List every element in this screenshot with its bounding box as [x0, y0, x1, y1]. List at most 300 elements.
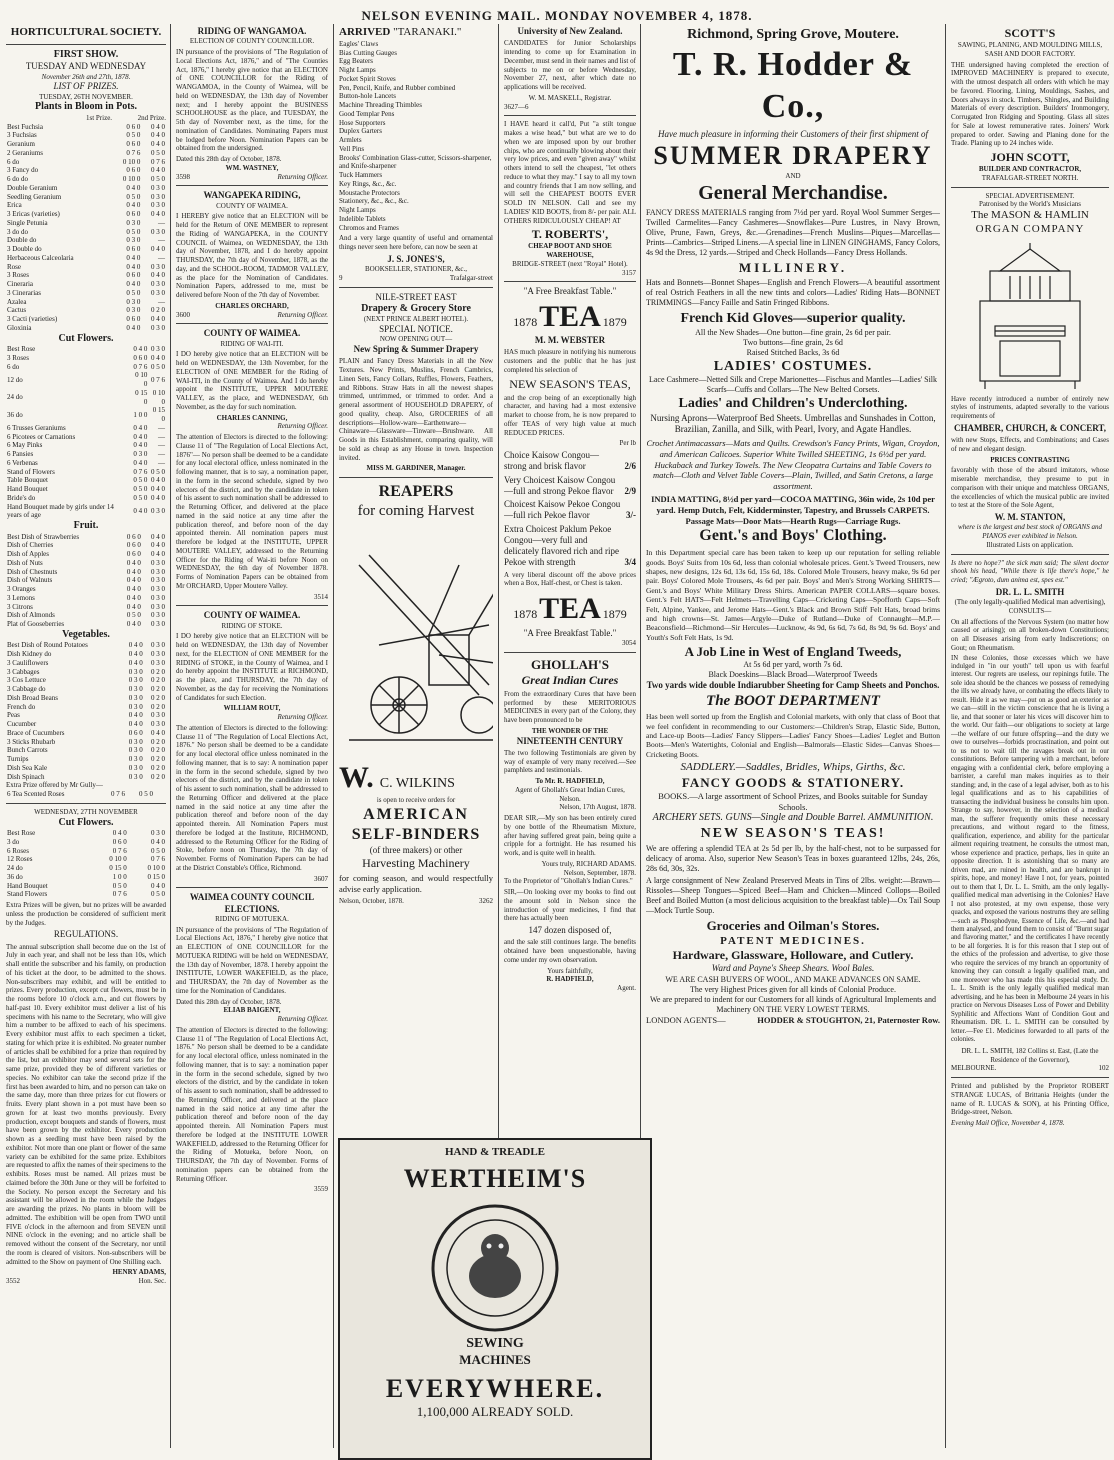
ward-line: Ward and Payne's Sheep Shears. Wool Bales. — [711, 963, 875, 974]
melbourne: MELBOURNE. — [951, 1064, 997, 1073]
prize-amount: 0 2 0 — [151, 702, 165, 711]
binders-heading: SELF-BINDERS — [351, 826, 481, 843]
table-row — [6, 236, 166, 245]
ref-number: 3559 — [314, 1185, 328, 1194]
prize-item: Seedling Geranium — [7, 192, 62, 201]
price-item: Extra Choicest Paklum Pekoe Congou—very full and delicately flavored rich and ripe Pekoe with strength — [504, 523, 619, 568]
table-row — [6, 271, 166, 280]
table-row — [6, 585, 166, 594]
already-sold: 1,100,000 ALREADY SOLD. — [416, 1404, 574, 1419]
divider — [6, 44, 166, 45]
table-row — [6, 764, 166, 773]
prize-amount: 0 6 0 — [126, 122, 141, 131]
table-row — [6, 131, 166, 140]
prize-item: French do — [7, 702, 36, 711]
prize-amount: 0 2 0 — [151, 693, 165, 702]
table-row — [6, 720, 166, 729]
table-row — [6, 263, 166, 272]
new-teas-heading: NEW SEASON'S TEAS, — [509, 376, 631, 391]
wangamoa-date: Dated this 28th day of October, 1878. — [176, 155, 282, 163]
ref-number: 3262 — [479, 896, 493, 905]
divider — [176, 323, 328, 324]
prize-amount: 0 6 0 — [126, 210, 141, 218]
fancy-dress-text: FANCY DRESS MATERIALS ranging from 7½d per yard. Royal Wool Summer Serges—Twilled Carmelites—Fancy Cashmeres—Snowflakes—Pure Lustres, in Navy Brown, Olive, Prune, Fawn, Greys, &c.—Grenadines—French Muslins—Piques—Marcellas—Prints—Cambrics—Striped Linens.—A special line in LINEN GINGHAMS, Fancy Colors, 4s 9d the Dress, 12 yards.—Striped and Check Hollands—Fancy Dress Hollands. — [646, 208, 940, 257]
prize-amount: 0 3 0 — [133, 450, 148, 458]
prize-amount: 0 4 0 — [151, 245, 165, 253]
prize-item: Azalea — [7, 297, 27, 306]
table-row — [6, 219, 166, 228]
general-merchandise: General Merchandise. — [698, 182, 888, 204]
waiiti-text: I DO hereby give notice that an ELECTION will be held on WEDNESDAY, the 13th November, for the ELECTION of ONE MEMBER for the Riding of WAI-ITI, in the County of Waimea. And I do hereby appoint the INSTITUTE, UPPER MOUTERE VALLEY, as the place, and WEDNESDAY, 6th November, as the day for such nomination. — [176, 350, 328, 411]
prize-amount: 0 4 0 — [126, 323, 141, 332]
prize-item: Bunch Carrots — [7, 746, 48, 755]
archery-line: ARCHERY SETS. GUNS—Single and Double Barrel. AMMUNITION. — [652, 812, 934, 824]
letter-two-date: Nelson, September, 1878. — [563, 868, 636, 877]
prize-list-title: LIST OF PRIZES. — [53, 81, 119, 92]
pots-table — [6, 123, 166, 333]
tea-year-right: 1879 — [602, 607, 627, 621]
table-row — [6, 149, 166, 158]
prize-amount: 0 3 0 — [151, 658, 165, 667]
letter-two-to: To the Proprietor of "Ghollah's Indian Cures." — [504, 877, 633, 886]
boot-department: The BOOT DEPARTMENT — [706, 692, 880, 709]
prize-item: Dish Broad Beans — [7, 693, 58, 702]
illustrated-lists: Illustrated Lists on application. — [986, 540, 1074, 549]
american-heading: AMERICAN — [363, 806, 469, 823]
gloves-line-2: Two buttons—fine grain, 2s 6d — [743, 337, 843, 347]
buyers-line: WE ARE CASH BUYERS OF WOOL, AND MAKE ADVANCES ON SAME. — [665, 974, 921, 984]
table-row — [6, 468, 166, 477]
role: Returning Officer. — [277, 713, 328, 721]
wangapeka-subtitle: COUNTY OF WAIMEA. — [216, 201, 288, 210]
table-row — [6, 324, 166, 333]
prize-amount: 0 5 0 — [151, 362, 165, 371]
smith-address: DR. L. L. SMITH, 182 Collins st. East, (Late the Residence of the Governor), — [961, 1046, 1099, 1064]
table-row — [6, 184, 166, 193]
hadfield-signature: R. HADFIELD, — [546, 975, 594, 984]
gents-text: In this Department special care has been taken to keep up our reputation for selling reliable goods. Boys' Suits from 10s 6d, less than colonial wholesale prices. Gent.'s Tweed Trousers, new shapes, new designs, 12s 6d, 13s 6d, 15s 6d, 18s. Colored Mole Trousers, heavy make, 9s 6d per pair. Boys' Colored Mole Trousers, 4s 6d per pair. Boys' and Men's Strong Working SHIRTS—Gent.'s and Boys' White Military Dress Shirts. American PAPER COLLARS—square boxes. Gent.'s Felt HATS—Felt Helmets—Travelling Caps—Cricketing Caps—Spofforth Caps—Soft Felt, Alpine, Yankee, and Jerome Hats—Gent.'s Black and Brown Stiff Felt Hats, broad brims and high crowns—St. James—Argyle—Duke of Rutland—Duke of Connaught—M.P.—Beaconsfield—Richmond—Sir Hercules—Lucknow, 4s 9d, 6s 6d, 7s 6d, 8s 9d, 9s 6d. Boys' and Youth's Soft Felt Hats, 1s 9d. — [646, 548, 940, 642]
prize-amount: 0 3 0 — [128, 763, 143, 772]
section-cut-flowers-2: Cut Flowers. — [58, 816, 114, 828]
table-row — [6, 541, 166, 550]
prize-item: Gloxinia — [7, 323, 32, 332]
costumes-heading: LADIES' COSTUMES. — [713, 358, 873, 374]
tweeds-price: At 5s 6d per yard, worth 7s 6d. — [743, 660, 843, 670]
reapers-heading: REAPERS — [378, 483, 454, 500]
agents-name: HODDER & STOUGHTON, 21, Paternoster Row. — [757, 1014, 940, 1025]
role: Returning Officer. — [277, 172, 328, 181]
prize-amount: 0 2 0 — [151, 306, 165, 315]
prize-amount: 0 4 0 — [151, 837, 165, 846]
prize-item: Cactus — [7, 306, 27, 315]
prize-amount: 0 4 0 — [151, 315, 165, 323]
ghollah-text: From the extraordinary Cures that have been performed by these MERITORIOUS MEDICINES in every part of the Colony, they have been pronounced to be — [504, 689, 636, 724]
letter-two-b: and the sale still continues large. The benefits obtained have been unquestionable, having come under my own observation. — [504, 938, 636, 964]
breakfast-slogan: "A Free Breakfast Table." — [523, 286, 617, 297]
price-value: 3/- — [626, 510, 636, 521]
prize-item: Brace of Cucumbers — [7, 728, 65, 737]
divider — [504, 115, 636, 116]
divider — [6, 803, 166, 804]
tea-word: TEA — [539, 299, 601, 333]
prize-amount: 0 6 0 — [128, 728, 143, 737]
table-row — [6, 389, 166, 407]
prize-amount: 0 4 0 — [151, 131, 165, 140]
indian-cures-title: Great Indian Cures — [521, 672, 619, 687]
prize-item: 6 Roses — [7, 846, 29, 855]
list-item: Hose Supporters — [339, 118, 386, 127]
list-item: Button-hole Lancets — [339, 92, 396, 101]
price-value: 2/9 — [624, 485, 636, 496]
divider — [504, 652, 636, 653]
prize-item: Dish of Apples — [7, 550, 49, 558]
section-vegetables: Vegetables. — [62, 628, 110, 640]
boot-text: Has been well sorted up from the English and Colonial markets, with only that class of Boot that we feel confident in recommending to our Customers:—Children's Strap, Elastic Side, Button, and Lace-up Boots—Ladies' Fancy Slippers—Ladies' Fancy Shoes—Ladies' Leglet and Button Boots—Men's Watertights, Colonial and English—Balmorals—Elastic Sides—Canvas Shoes—Cricketing Boots. — [646, 712, 940, 759]
prize-amount: 0 7 6 — [151, 855, 165, 864]
table-row — [6, 611, 166, 620]
millinery-text: Hats and Bonnets—Bonnet Shapes—English and French Flowers—A beautiful assortment of real Ostrich Feathers in all the new tints and colors—Ladies' Riding Hats—BONNET TRIMMINGS—Fancy Faille and Satin Fringed Ribbons. — [646, 278, 940, 308]
prize-item: Dish of Cherries — [7, 541, 54, 550]
gloves-heading: French Kid Gloves—superior quality. — [680, 311, 906, 327]
ref-number: 3600 — [176, 310, 190, 319]
organ-text-3: favorably with those of the absurd imitators, whose miserable merchandise, they presume to put in comparison with their unique and matchless ORGANS, the excellencies of which the musical public are invited to test at the Store of the Sole Agent, — [951, 466, 1109, 510]
patronised-line: Patronised by the World's Musicians — [978, 200, 1082, 209]
prize-amount: 0 5 0 — [126, 288, 141, 297]
prize-amount: 1 0 0 — [112, 872, 127, 881]
prize-amount: 0 5 0 — [151, 175, 165, 183]
prize-amount: 0 3 0 — [128, 667, 143, 676]
hardware-heading: Hardware, Glassware, Holloware, and Cutlery. — [672, 948, 914, 963]
makers-note: (of three makers) or other — [369, 845, 463, 855]
consults-label: CONSULTS— — [1008, 606, 1052, 615]
divider — [504, 281, 636, 282]
arrived-label: ARRIVED — [339, 26, 391, 38]
prize-amount: — — [158, 297, 165, 306]
books-text: BOOKS.—A large assortment of School Prizes, and Books suitable for Sunday Schools. — [658, 791, 928, 812]
prize-item: Best Fuchsia — [7, 122, 43, 131]
regulations-text: The annual subscription shall become due on the 1st of July in each year, and shall not be less than 10s, which shall entitle the subscriber and his family, on production of his ticket at the door, to be admitted to the shows. Non-subscribers may exhibit, and will be entitled to prizes. Every production, except cut flowers, must be in the rooms before 10 o'clock a.m., and cut flowers by half-past 10. Every exhibitor must deliver a list of his specimens with his name to the Secretary, who will give him a number to be affixed to each of his specimens. Every exhibitor must affix to each specimen a ticket, stating for which prize it is exhibited. No greater number of articles shall be exhibited for a prize than required by the list, but an exhibitor may send several sets for the same prize, provided they be of different varieties or species. No exhibitor can take the second prize if the first has been awarded to him, and no person can take on the same day, more than three prizes for cut flowers or fruits. Every plant shown in a pot must have been so grown for at least two months previously. Every production, except bouquets and stands of flowers, must have been grown by the exhibitor. Every production shown as a seedling must have been raised by the exhibitor. Not more than one plant or flower of the same variety can be exhibited for the same prize. Exhibitors are requested to affix the names of their specimens to the exhibits. Roses must be named. All prizes must be claimed before the 30th June or they will be forfeited to the Society. No person except the Secretary and his assistant will be allowed in the room while the Judges are awarding the prizes. No plants in bloom will be admitted. The exhibition will be open from TWO until FIVE o'clock in the afternoon and from SEVEN until NINE o'clock in the evening; and no article shall be removed without the consent of the Secretary, nor until the room is cleared of visitors. Non-subscribers will be admitted to the Show on payment of One Shilling each. — [6, 942, 166, 1266]
veg-table — [6, 641, 166, 781]
divider — [339, 477, 493, 478]
hope-quote: Is there no hope?" the sick man said; The silent doctor shook his head, "While there is life there's hope," he cried; "Ægroto, dum anima est, spes est." — [951, 558, 1109, 584]
table-row — [6, 641, 166, 650]
table-cell: 0 5 0 — [139, 790, 154, 798]
prize-amount: 0 3 0 — [151, 611, 165, 620]
prize-amount: 0 4 0 — [126, 280, 141, 288]
column-horticultural — [6, 26, 166, 1446]
table-row — [6, 738, 166, 747]
prize-amount: 0 3 0 — [151, 576, 165, 585]
table-row — [6, 550, 166, 559]
nursing-text: Nursing Aprons—Waterproof Bed Sheets. Umbrellas and Sunshades in Cotton, Brazilian, Zanilla, and Silk, with Pearl, Ivory, and Agate Handles. — [650, 412, 936, 434]
prize-amount: 0 3 0 — [151, 720, 165, 728]
table-row — [6, 433, 166, 442]
prize-amount: 0 7 6 — [151, 157, 165, 166]
list-item: Key Rings, &c., &c. — [339, 179, 397, 188]
prize-item: Hand Bouquet — [7, 881, 48, 890]
prize-item: Rose — [7, 262, 21, 271]
prize-item: 36 do — [7, 872, 23, 881]
prize-item: 6 do do — [7, 175, 28, 183]
scott-name: JOHN SCOTT, — [990, 150, 1070, 164]
waiiti-signature: CHARLES CANNING, — [216, 413, 288, 422]
prize-amount: 0 4 0 — [112, 829, 127, 837]
prize-item: 3 Ericas (varieties) — [7, 210, 60, 218]
day-two: WEDNESDAY, 27TH NOVEMBER — [34, 807, 138, 816]
table-cell: 0 7 6 — [111, 790, 126, 798]
prize-amount: 0 6 0 — [126, 271, 141, 280]
prize-amount: — — [158, 218, 165, 227]
tweeds-heading: A Job Line in West of England Tweeds, — [684, 644, 902, 659]
machines-label: MACHINES — [459, 1352, 531, 1367]
column-hodder — [646, 26, 940, 1446]
stoke-subtitle: RIDING OF STOKE. — [221, 621, 283, 630]
per-pound: Per lb — [619, 439, 636, 448]
prize-amount: 0 4 0 — [151, 881, 165, 890]
scott-role: BUILDER AND CONTRACTOR, — [978, 165, 1082, 173]
ref-number: 3157 — [622, 268, 636, 277]
prize-amount: 0 4 0 — [133, 458, 148, 467]
price-value: 2/6 — [624, 461, 636, 472]
scott-address: TRAFALGAR-STREET NORTH. — [981, 173, 1079, 182]
motueka-text: IN pursuance of the provisions of "The Regulation of Local Elections Act, 1876," I hereby give notice that an ELECTION of ONE COUNCILLOR for the MOTUEKA RIDING will be held on WEDNESDAY, the 13th day of November, 1878. I hereby appoint the INSTITUTE, LOWER WAKEFIELD, as the place, and THURSDAY, the 7th day of November as the time for the Nomination of Candidates. — [176, 925, 328, 995]
wilkins-name: C. WILKINS — [379, 775, 455, 791]
prize-amount: 0 4 0 — [151, 122, 165, 131]
prize-amount: 0 5 0 — [133, 476, 148, 485]
prize-amount: 0 6 0 — [126, 245, 141, 253]
stoke-signature: WILLIAM ROUT, — [223, 704, 281, 713]
prize-amount: 0 4 0 — [126, 567, 141, 576]
dozen-line: 147 dozen disposed of, — [528, 925, 612, 935]
table-row — [6, 175, 166, 184]
prize-amount: 0 7 6 — [133, 467, 148, 476]
prize-amount: 0 4 0 — [133, 432, 148, 441]
sewing-machine-seal-icon — [425, 1198, 565, 1338]
table-row — [6, 829, 166, 838]
table-row — [6, 873, 166, 882]
prize-amount: 0 4 0 — [151, 485, 165, 493]
table-row — [6, 315, 166, 324]
prize-headers — [6, 114, 166, 123]
arrived-line — [339, 26, 493, 40]
table-row — [6, 450, 166, 459]
column-ads-2 — [504, 26, 636, 1136]
prize-item: 3 Cinerarias — [7, 288, 42, 297]
jones-name: J. S. JONES'S, — [387, 253, 445, 264]
hodder-location: Richmond, Spring Grove, Moutere. — [687, 27, 899, 42]
divider — [176, 887, 328, 888]
jones-street: Trafalgar-street — [449, 273, 493, 282]
show-date: November 26th and 27th, 1878. — [41, 72, 131, 81]
prize-item: 6 Verbenas — [7, 458, 38, 467]
column-rule — [333, 24, 334, 1448]
prize-amount: 0 15 0 — [147, 872, 165, 881]
horticultural-title: HORTICULTURAL SOCIETY. — [10, 26, 162, 38]
prize-item: Hand Bouquet — [7, 485, 48, 493]
prize-amount: 0 5 0 — [151, 846, 165, 855]
prize-amount: 0 4 0 — [128, 658, 143, 667]
prize-amount: 0 4 0 — [151, 476, 165, 485]
prize-amount: 0 7 6 — [133, 362, 148, 371]
prize-amount: 0 4 0 — [151, 353, 165, 362]
smith-subtitle: (The only legally-qualified Medical man advertising), — [954, 598, 1106, 606]
extra-prize: Extra Prize offered by Mr Gully— — [6, 781, 103, 790]
ref-number: 3607 — [314, 874, 328, 883]
boots-text: I HAVE heard it call'd, Put "a stilt tongue makes a wise head," but what are we to do when we are imposed upon by our brother chips, who are continually blowing about their very low prices, and even "given away" whilst others intend to sell the cheapest, "let others reduce to what they may." I say to all my town and country friends that I am now selling, and will sell the CHEAPEST BOOTS EVER SOLD IN NELSON. Call and see my LADIES' KID BOOTS, from 8/- per pair. ALL OTHERS RIDICULOUSLY CHEAP! AT — [504, 120, 636, 225]
list-item: Stationery, &c., &c., &c. — [339, 197, 409, 206]
prize-amount: 0 4 0 — [126, 201, 141, 210]
table-row — [6, 345, 166, 354]
wilkins-line — [339, 759, 493, 797]
table-row — [6, 298, 166, 307]
prize-amount: 0 4 0 — [151, 532, 165, 541]
prize-amount: 1 0 0 — [133, 410, 148, 419]
prize-amount: 0 3 0 — [128, 772, 143, 781]
produce-line: The very Highest Prices given for all kinds of Colonial Produce. — [690, 984, 896, 994]
table-row — [6, 254, 166, 263]
scott-text: THE undersigned having completed the erection of IMPROVED MACHINERY is prepared to execute, with the utmost despatch all orders with which he may be favored. Flooring, Lining, Mouldings, Sashes, and Doors always in stock. Timbers, Shingles, and Building Materials of every description. Builders' Ironmongery, Corrugated Iron Ridging and Spouting. Glass all sizes for Sale at lowest remunerative rates. Joiners' Work prepared to order. Sawing and Planing done for the Trade. Planing up to 24 inches wide. — [951, 60, 1109, 148]
table-row — [6, 503, 166, 521]
wangamoa-text: IN pursuance of the provisions of "The Regulation of Local Elections Act, 1876," and of "The Counties Act, 1876," I hereby give notice that an ELECTION of ONE COUNCILLOR for the Riding of WANGAMOA, in the County of Waimea, will be held on WEDNESDAY, the 13th day of November next; and I hereby appoint the BUSINESS SCHOOLHOUSE as the place, and TUESDAY, the 5th day of November next, as the time, for the nomination of Candidates. Nominating Papers must be lodged before Noon. Nomination Papers can be obtained from the undersigned. — [176, 48, 328, 153]
prize-amount: 0 5 0 — [126, 131, 141, 140]
prize-amount: — — [158, 432, 165, 441]
prize-amount: 0 4 0 — [151, 210, 165, 218]
roberts-address: BRIDGE-STREET (next "Royal" Hotel). — [512, 259, 628, 268]
prize-item: 3 Cauliflowers — [7, 658, 49, 667]
prize-amount: 0 3 0 — [126, 306, 141, 315]
prize-amount: 0 2 0 — [151, 763, 165, 772]
price-item: Choicest Kaisow Pekoe Congou—full rich Pekoe flavor — [504, 499, 621, 521]
prize-item: 3 Oranges — [7, 585, 36, 593]
table-row — [6, 746, 166, 755]
prize-item: Best Rose — [7, 829, 36, 837]
prize-amount: 0 4 0 — [128, 650, 143, 658]
gloves-line-1: All the New Shades—One button—fine grain, 2s 6d per pair. — [695, 327, 891, 337]
prize-amount: 0 4 0 — [151, 140, 165, 148]
divider — [951, 187, 1109, 188]
prize-amount: — — [158, 441, 165, 450]
table-row — [6, 494, 166, 503]
prize-amount: 0 10 0 — [109, 855, 127, 864]
list-item: Egg Beaters — [339, 57, 374, 66]
prize-amount: 0 2 0 — [151, 755, 165, 763]
prize-amount: 0 3 0 — [128, 737, 143, 746]
stoke-title: COUNTY OF WAIMEA. — [203, 610, 301, 621]
prize-item: 6 do — [7, 362, 20, 371]
prize-amount: 0 4 0 — [151, 550, 165, 558]
table-row — [6, 166, 166, 175]
table-row — [6, 559, 166, 568]
hodder-firm: T. R. Hodder & Co., — [672, 45, 914, 125]
prize-amount: 0 4 0 — [151, 728, 165, 737]
prize-amount: 0 3 0 — [151, 183, 165, 192]
roberts-name: T. ROBERTS', — [531, 227, 609, 242]
nile-subtitle: Drapery & Grocery Store — [361, 302, 471, 314]
table-row — [6, 354, 166, 363]
prize-item: 3 do — [7, 837, 20, 846]
smith-long-text: IN these Colonies, those excesses which we have indulged in "in our youth" tell upon us with fearful interest. Our regrets are useless, our repinings futile. The sole idea should be the chances we possess of remedying the ills we already have, or combating the effects likely to result. Hide it as we may—put on as good an exterior as we can—still in the victim conscience that he is living a lie, and that sooner or later his vices will discover him to the world. Our faith—our obligations to society at large—the welfare of our future offspring—and the duty we owe to ourselves—forbids procrastination, and point out to us not to wait till the ravages break out in our constitutions. Before tampering with a merchant, before engaging with a confidential clerk, before employing a barrister, a careful man makes inquiries as to their standing; and, in the case of a legal adviser, both as to his legal qualifications and as to his capabilities of transacting the individual business he consults him upon. Strange to say, however, in the selection of a medical man, the sufferer frequently omits these necessary precautions, and without regard to the fitness, qualification, experience, and ability for the particular ailment requiring treatment, he consults the utmost man, whose experience and practice, perhaps, lies in quite an opposite direction. It is astonishing that so many are driven mad, are ruined in health, and are bankrupt in spirits, hope, and money! Have I not, for years, pointed out to them that I, Dr. L. L. Smith, am the only legally-qualified medical man advertising in the Colonies? Have I not also protested, at my own expense, those very quacks, and exposed the various nostrums they are selling—such as Phosphodyne, Essence of Life, &c.—and had them analysed, and found them to consist of "Burnt sugar and flavoring matter," and the certificates I have recently to be all forgeries. It is for this reason that I step out of the ethics of the profession and advertise, to give those who require the services of my branch an opportunity of knowing they can consult a legally qualified man, and one moreover who has made this his especial study. Dr. L. L. Smith is the only legally qualified medical man advertising, and he has been in Melbourne 24 years in his practice on Nervous Diseases Loss of Power and Debility Syphilitic and Affections Want of Condition Gout and Rheumatism. DR. L. L. SMITH can be consulted by letter.—Fee £1. Medicines forwarded to all parts of the colonies. — [951, 654, 1109, 1044]
prize-amount: 0 3 0 — [128, 685, 143, 693]
prize-amount: 0 4 0 — [126, 585, 141, 593]
wangapeka-title: WANGAPEKA RIDING, — [203, 190, 301, 201]
table-row — [6, 890, 166, 899]
prize-amount: 0 6 0 — [133, 353, 148, 362]
prize-item: Hand Bouquet made by girls under 14 years of age — [7, 502, 114, 520]
harvesting-heading: Harvesting Machinery — [362, 856, 470, 871]
prize-item: 12 do — [7, 375, 23, 384]
prize-amount: 0 10 0 — [152, 388, 165, 406]
list-item: Armlets — [339, 136, 362, 144]
table-row — [6, 210, 166, 219]
prize-item: 3 Cabbage do — [7, 685, 46, 693]
table-row — [6, 306, 166, 315]
letter-one: DEAR SIR,—My son has been entirely cured by one bottle of the Rheumatism Mixture, after having suffered great pain, being quite a cripple for a fortnight. He has resumed his work, and is quite well in health. — [504, 814, 636, 857]
ref-number: 102 — [1098, 1064, 1109, 1073]
table-row — [6, 790, 166, 799]
prize-item: Plat of Gooseberries — [7, 620, 65, 628]
ref-number: 3627—6 — [504, 102, 529, 111]
prize-item: 6 May Pinks — [7, 441, 43, 450]
harvest-footer — [339, 897, 493, 906]
prize-amount: 0 3 0 — [126, 236, 141, 245]
list-item: Moustache Protectors — [339, 188, 400, 197]
prize-amount: 0 3 0 — [128, 676, 143, 685]
prize-amount: 0 3 0 — [128, 702, 143, 711]
prize-item: 3 do do — [7, 227, 28, 236]
scott-subtitle: SAWING, PLANING, AND MOULDING MILLS, SASH AND DOOR FACTORY. — [957, 41, 1103, 58]
list-item: Night Lamps — [339, 66, 376, 74]
table-row — [6, 755, 166, 764]
prize-amount: 0 3 0 — [128, 755, 143, 763]
smith-footer — [951, 1064, 1109, 1073]
prize-item: Dish of Chestnuts — [7, 567, 58, 576]
table-row — [6, 228, 166, 237]
list-item: Pocket Spirit Stoves — [339, 74, 396, 83]
prize-item: Cucumber — [7, 720, 37, 728]
everywhere-label: EVERYWHERE. — [385, 1374, 605, 1403]
wilkins-initial: W. — [339, 760, 374, 794]
table-row — [6, 533, 166, 542]
prize-item: 24 do — [7, 864, 23, 872]
table-row — [6, 406, 166, 424]
hodder-intro: Have much pleasure in informing their Customers of their first shipment of — [658, 128, 928, 139]
ref-number: 3598 — [176, 172, 190, 181]
prize-amount: — — [158, 458, 165, 467]
hadfield-agent: Agent of Ghollah's Great Indian Cures, Nelson. — [515, 785, 625, 803]
prize-amount: 0 3 0 — [151, 227, 165, 236]
matting-text: INDIA MATTING, 8½d per yard—COCOA MATTING, 36in wide, 2s 10d per yard. Hemp Dutch, Felt, Kidderminster, Tapestry, and Brussels CARPETS. Passage Mats—Door Mats—Hearth Rugs—Carriage Rugs. — [651, 494, 935, 526]
prize-amount: 0 6 0 — [112, 837, 127, 846]
harvest-date: Nelson, October, 1878. — [339, 896, 404, 905]
hand-treadle: HAND & TREADLE — [444, 1146, 546, 1158]
testimonials-note: The two following Testimonials are given by way of example of very many received.—See pamphlets and testimonials. — [504, 748, 636, 775]
prize-amount: 0 3 0 — [151, 558, 165, 567]
and-word: AND — [785, 172, 801, 181]
table-cell: 6 Tea Scented Roses — [7, 790, 65, 798]
list-item: Chromos and Frames — [339, 223, 399, 232]
table-row — [6, 603, 166, 612]
wangamoa-signature: WM. WASTNEY, — [225, 163, 279, 172]
signature-line — [6, 1277, 166, 1286]
motueka-subtitle: RIDING OF MOTUEKA. — [215, 914, 289, 923]
extra-prize-table — [6, 790, 166, 799]
wangamoa-title: RIDING OF WANGAMOA. — [197, 26, 307, 36]
printed-line: Printed and published by the Proprietor ROBERT STRANGE LUCAS, of Brittania Heights (under the name of R. LUCAS & SON), at his Printing Office, Bridge-street, Nelson. — [951, 1082, 1109, 1117]
tea-banner — [504, 298, 636, 336]
prize-amount: 0 4 0 — [133, 441, 148, 450]
prize-item: Erica — [7, 201, 22, 210]
stanton-text: where is the largest and best stock of ORGANS and PIANOS ever exhibited in Nelson. — [958, 523, 1102, 540]
